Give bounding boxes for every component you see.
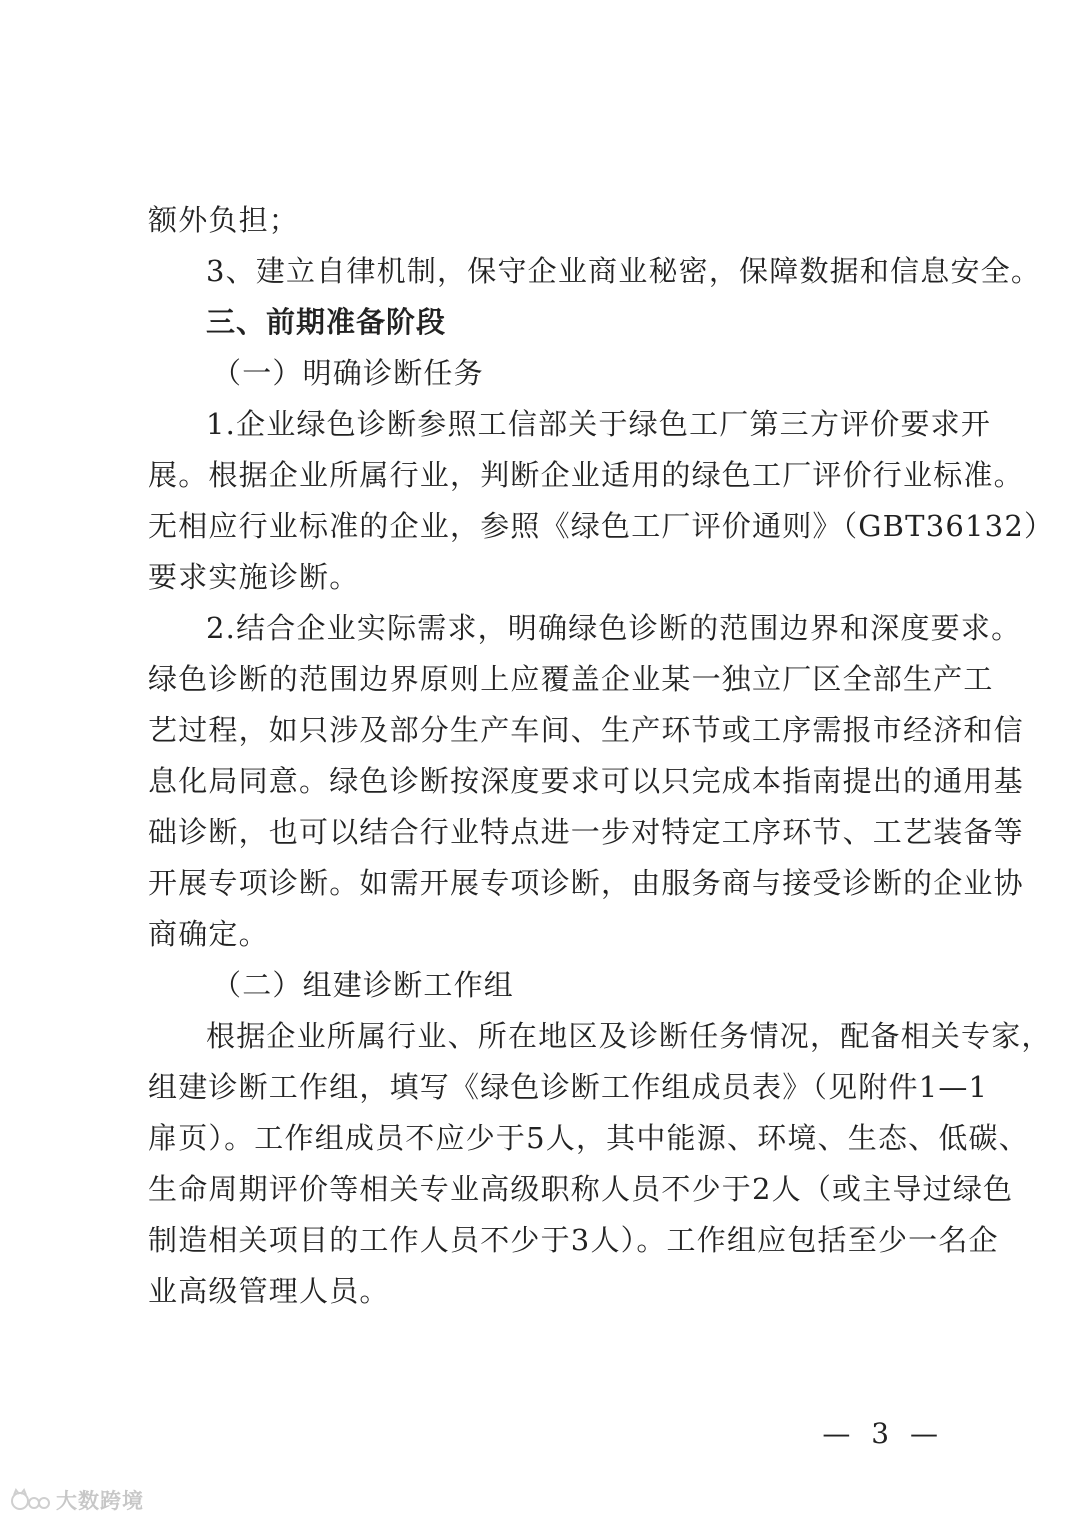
paragraph-line: 艺过程，如只涉及部分生产车间、生产环节或工序需报市经济和信 bbox=[148, 713, 1024, 747]
paragraph-line: 2.结合企业实际需求，明确绿色诊断的范围边界和深度要求。 bbox=[206, 611, 1022, 645]
paragraph-line: 商确定。 bbox=[148, 917, 269, 951]
paragraph-line: 要求实施诊断。 bbox=[148, 560, 360, 594]
paragraph-line: 础诊断，也可以结合行业特点进一步对特定工序环节、工艺装备等 bbox=[148, 815, 1024, 849]
subsection-heading: （二）组建诊断工作组 bbox=[212, 968, 515, 1002]
cat-logo-icon bbox=[10, 1487, 50, 1513]
subsection-heading: （一）明确诊断任务 bbox=[212, 356, 484, 390]
paragraph-line: 1.企业绿色诊断参照工信部关于绿色工厂第三方评价要求开 bbox=[206, 407, 992, 441]
paragraph-line: 组建诊断工作组，填写《绿色诊断工作组成员表》（见附件1—1 bbox=[148, 1070, 989, 1104]
section-heading: 三、前期准备阶段 bbox=[206, 305, 447, 339]
page-number: — 3 — bbox=[822, 1417, 944, 1450]
paragraph-line: 无相应行业标准的企业，参照《绿色工厂评价通则》（GBT36132） bbox=[148, 509, 1055, 543]
paragraph-line: 扉页）。工作组成员不应少于5人，其中能源、环境、生态、低碳、 bbox=[148, 1121, 1029, 1155]
paragraph-line: 绿色诊断的范围边界原则上应覆盖企业某一独立厂区全部生产工 bbox=[148, 662, 994, 696]
watermark-text: 大数跨境 bbox=[56, 1489, 144, 1513]
paragraph-line: 生命周期评价等相关专业高级职称人员不少于2人（或主导过绿色 bbox=[148, 1172, 1014, 1206]
paragraph-line: 息化局同意。绿色诊断按深度要求可以只完成本指南提出的通用基 bbox=[148, 764, 1024, 798]
paragraph-line: 业高级管理人员。 bbox=[148, 1274, 390, 1308]
paragraph-line: 制造相关项目的工作人员不少于3人）。工作组应包括至少一名企 bbox=[148, 1223, 999, 1257]
paragraph-line: 3、建立自律机制，保守企业商业秘密，保障数据和信息安全。 bbox=[206, 254, 1042, 288]
paragraph-line: 展。根据企业所属行业，判断企业适用的绿色工厂评价行业标准。 bbox=[148, 458, 1024, 492]
watermark bbox=[10, 1485, 144, 1515]
paragraph-line: 额外负担； bbox=[148, 203, 300, 237]
paragraph-line: 根据企业所属行业、所在地区及诊断任务情况，配备相关专家， bbox=[206, 1019, 1052, 1053]
paragraph-line: 开展专项诊断。如需开展专项诊断，由服务商与接受诊断的企业协 bbox=[148, 866, 1024, 900]
